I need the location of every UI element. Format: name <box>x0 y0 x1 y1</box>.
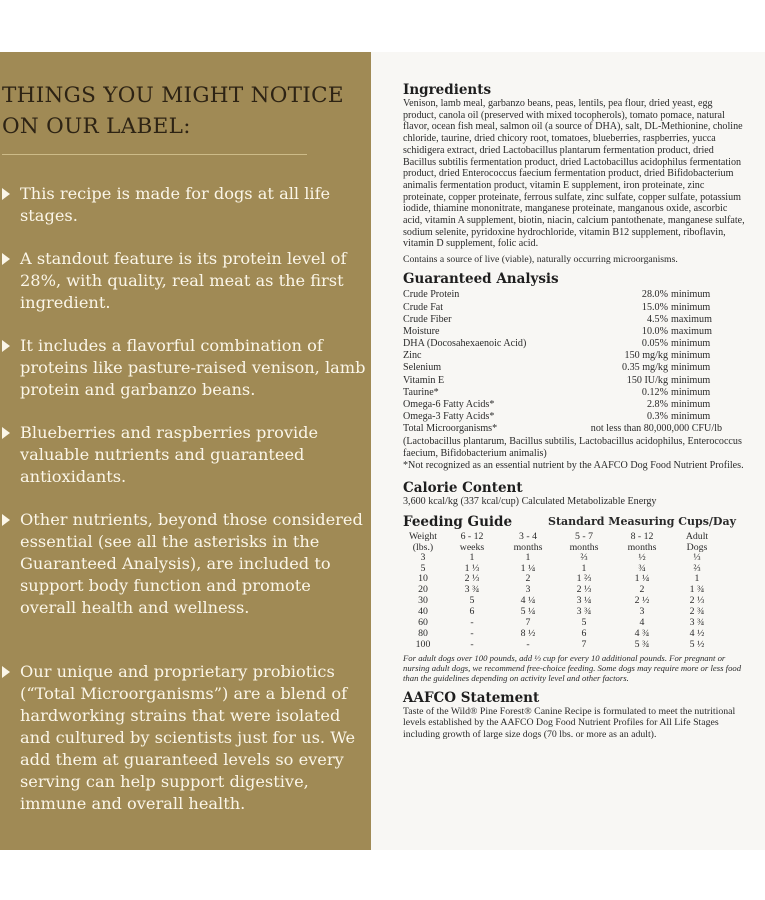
feeding-cell: 3 ¾ <box>464 584 480 596</box>
feeding-cell: 3 ¾ <box>689 617 705 629</box>
feeding-guide-header <box>403 514 748 530</box>
feeding-cell: 5 ¼ <box>520 606 536 618</box>
nutrient-name: Crude Protein <box>403 289 460 301</box>
nutrient-qualifier: minimum <box>671 386 711 398</box>
feeding-cell: Weight <box>408 530 438 542</box>
feeding-cell: 1 ¼ <box>634 573 650 585</box>
left-panel-title: THINGS YOU MIGHT NOTICE ON OUR LABEL: <box>2 83 344 139</box>
feeding-cell: months <box>569 541 599 553</box>
asterisk-footnote: *Not recognized as an essential nutrient by the AAFCO Dog Food Nutrient Profiles. <box>403 459 744 471</box>
feeding-cell: 60 <box>418 617 428 629</box>
nutrient-name: Total Microorganisms* <box>403 423 498 435</box>
nutrition-label <box>403 82 748 740</box>
bullet-item <box>0 335 368 401</box>
feeding-cell: 2 <box>525 573 531 585</box>
feeding-cell: months <box>513 541 543 553</box>
feeding-cell: Adult <box>685 530 709 542</box>
feeding-cell: 20 <box>418 584 428 596</box>
analysis-row <box>403 399 748 411</box>
feeding-cell: 1 ¾ <box>689 584 705 596</box>
ingredients-heading: Ingredients <box>403 82 492 98</box>
calorie-content-text: 3,600 kcal/kg (337 kcal/cup) Calculated Metabolizable Energy <box>403 495 657 507</box>
feeding-cell: weeks <box>459 541 485 553</box>
triangle-bullet-icon <box>2 340 10 352</box>
nutrient-qualifier: minimum <box>671 289 711 301</box>
aafco-statement-heading: AAFCO Statement <box>403 689 540 706</box>
feeding-guide-note: For adult dogs over 100 pounds, add ⅓ cup for every 10 additional pounds. For pregnant or nursing adult dogs, we recommend free-choice feeding. Some dogs may require more or less food than the guidelines depending on activity level and other factors. <box>403 652 742 684</box>
analysis-row-total <box>403 423 748 435</box>
feeding-cell: 4 ½ <box>689 627 705 639</box>
feeding-cell: 100 <box>415 638 431 650</box>
feeding-cell: ¾ <box>638 562 646 574</box>
feeding-cell: ⅔ <box>580 551 588 563</box>
nutrient-value: 4.5% <box>646 313 668 325</box>
feeding-cell: 6 - 12 <box>460 530 484 542</box>
nutrient-qualifier: maximum <box>671 313 712 325</box>
nutrient-qualifier: maximum <box>671 325 712 337</box>
bullet-item <box>0 661 368 815</box>
feeding-cell: 4 ¼ <box>520 595 536 607</box>
feeding-cell: 2 ½ <box>634 595 650 607</box>
feeding-cell: 80 <box>418 627 428 639</box>
ingredients-text: Venison, lamb meal, garbanzo beans, peas, lentils, pea flour, dried yeast, egg product, canola oil (preserved with mixed tocopherols), tomato pomace, natural flavor, ocean fish meal, salmon oil (a source of DHA), salt, DL-Methionine, choline chloride, taurine, dried chicory root, tomatoes, blueberries, raspberries, yucca schidigera extract, dried Lactobacillus plantarum fermentation product, dried Bacillus subtilis fermentation product, dried Lactobacillus acidophilus fermentation product, dried Enterococcus faecium fermentation product, dried Bifidobacterium animalis fermentation product, vitamin E supplement, iron proteinate, zinc proteinate, copper proteinate, ferrous sulfate, zinc sulfate, copper sulfate, potassium iodide, thiamine mononitrate, manganese proteinate, manganous oxide, ascorbic acid, vitamin A supplement, biotin, niacin, calcium pantothenate, manganese sulfate, sodium selenite, pyridoxine hydrochloride, vitamin B12 supplement, riboflavin, vitamin D supplement, folic acid. <box>403 98 745 250</box>
feeding-cell: 3 ¾ <box>576 606 592 618</box>
nutrient-qualifier: minimum <box>671 399 711 411</box>
nutrient-qualifier: minimum <box>671 350 711 362</box>
nutrient-value: 150 mg/kg <box>624 350 668 362</box>
triangle-bullet-icon <box>2 188 10 200</box>
triangle-bullet-icon <box>2 666 10 678</box>
feeding-cell: ⅔ <box>693 562 701 574</box>
nutrient-name: Crude Fiber <box>403 313 452 325</box>
bullet-item <box>0 183 368 227</box>
triangle-bullet-icon <box>2 514 10 526</box>
feeding-cell: ⅓ <box>693 551 701 563</box>
feeding-cell: 3 ¼ <box>576 595 592 607</box>
analysis-row <box>403 326 748 338</box>
bullet-item <box>0 509 368 619</box>
nutrient-value: 0.05% <box>641 338 668 350</box>
feeding-guide-subheading: Standard Measuring Cups/Day <box>548 514 736 528</box>
nutrient-name: Vitamin E <box>403 374 445 386</box>
feeding-row <box>403 618 723 629</box>
feeding-header-row <box>403 542 723 553</box>
feeding-cell: 2 ⅓ <box>689 595 705 607</box>
feeding-cell: 8 - 12 <box>630 530 654 542</box>
nutrient-value: 0.35 mg/kg <box>622 362 668 374</box>
guaranteed-analysis-table <box>403 289 748 435</box>
analysis-row <box>403 338 748 350</box>
feeding-cell: 5 <box>469 595 475 607</box>
feeding-cell: 2 <box>639 584 645 596</box>
analysis-row <box>403 350 748 362</box>
calorie-content-heading: Calorie Content <box>403 479 523 496</box>
bullet-text: A standout feature is its protein level of 28%, with quality, real meat as the first ingredient. <box>20 249 347 312</box>
feeding-cell: 7 <box>581 638 587 650</box>
feeding-cell: 5 <box>420 562 426 574</box>
nutrient-name: Omega-3 Fatty Acids* <box>403 411 495 423</box>
bullet-text: It includes a flavorful combination of proteins like pasture-raised venison, lamb protein and garbanzo beans. <box>20 336 366 399</box>
nutrient-value: 0.12% <box>641 386 668 398</box>
feeding-cell: 3 <box>525 584 531 596</box>
analysis-row <box>403 314 748 326</box>
bullet-item <box>0 422 368 488</box>
feeding-cell: - <box>470 617 474 629</box>
feeding-header-row <box>403 531 723 542</box>
nutrient-name: DHA (Docosahexaenoic Acid) <box>403 338 527 350</box>
feeding-cell: - <box>470 638 474 650</box>
feeding-cell: 5 ¾ <box>634 638 650 650</box>
feeding-cell: 5 - 7 <box>575 530 593 542</box>
microorganisms-note: Contains a source of live (viable), naturally occurring microorganisms. <box>403 254 678 266</box>
feeding-row <box>403 596 723 607</box>
feeding-row <box>403 563 723 574</box>
nutrient-value: 10.0% <box>641 325 668 337</box>
title-divider <box>2 154 307 155</box>
feeding-cell: 7 <box>525 617 531 629</box>
analysis-row <box>403 375 748 387</box>
nutrient-value: 28.0% <box>641 289 668 301</box>
nutrient-name: Omega-6 Fatty Acids* <box>403 399 495 411</box>
analysis-row <box>403 411 748 423</box>
feeding-cell: 4 ¾ <box>634 627 650 639</box>
feeding-row <box>403 607 723 618</box>
nutrient-qualifier: minimum <box>671 338 711 350</box>
feeding-guide-heading: Feeding Guide <box>403 513 513 530</box>
nutrient-value: 15.0% <box>641 301 668 313</box>
feeding-cell: - <box>526 638 530 650</box>
left-info-panel <box>0 52 371 850</box>
triangle-bullet-icon <box>2 253 10 265</box>
nutrient-value: 2.8% <box>646 399 668 411</box>
feeding-cell: 30 <box>418 595 428 607</box>
feeding-guide-table <box>403 531 723 651</box>
nutrient-qualifier: minimum <box>671 374 711 386</box>
guaranteed-analysis-notes <box>403 436 748 472</box>
nutrient-name: Selenium <box>403 362 442 374</box>
analysis-row <box>403 289 748 301</box>
feeding-cell: 2 ¾ <box>689 606 705 618</box>
feeding-cell: ½ <box>638 551 646 563</box>
guaranteed-analysis-heading: Guaranteed Analysis <box>403 271 559 288</box>
bullet-text: Blueberries and raspberries provide valuable nutrients and guaranteed antioxidants. <box>20 423 319 486</box>
feeding-cell: 1 ⅓ <box>464 562 480 574</box>
analysis-row <box>403 387 748 399</box>
analysis-row <box>403 362 748 374</box>
nutrient-qualifier: minimum <box>671 411 711 423</box>
nutrient-name: Moisture <box>403 325 440 337</box>
feeding-cell: 5 ½ <box>689 638 705 650</box>
feeding-cell: 10 <box>418 573 428 585</box>
feeding-cell: 5 <box>581 617 587 629</box>
analysis-row <box>403 302 748 314</box>
feeding-cell: 40 <box>418 606 428 618</box>
feeding-cell: 6 <box>469 606 475 618</box>
feeding-cell: months <box>627 541 657 553</box>
nutrient-value: not less than 80,000,000 CFU/lb <box>590 423 722 435</box>
nutrient-value: 0.3% <box>646 411 668 423</box>
feeding-row <box>403 629 723 640</box>
feeding-cell: Dogs <box>686 541 708 553</box>
feeding-cell: - <box>470 627 474 639</box>
nutrient-name: Crude Fat <box>403 301 444 313</box>
feeding-row <box>403 585 723 596</box>
bullet-text: Our unique and proprietary probiotics (“Total Microorganisms”) are a blend of hardworking strains that were isolated and cultured by scientists just for us. We add them at guaranteed levels so every serving can help support digestive, immune and overall health. <box>20 662 356 813</box>
feeding-cell: 1 ⅔ <box>576 573 592 585</box>
feeding-cell: 1 ¼ <box>520 562 536 574</box>
nutrient-name: Zinc <box>403 350 422 362</box>
feeding-cell: 6 <box>581 627 587 639</box>
feeding-row <box>403 640 723 651</box>
feeding-cell: 1 <box>525 551 531 563</box>
feeding-cell: 2 ⅓ <box>464 573 480 585</box>
feeding-cell: 3 <box>420 551 426 563</box>
feeding-cell: 8 ½ <box>520 627 536 639</box>
feeding-row <box>403 574 723 585</box>
feeding-cell: 3 <box>639 606 645 618</box>
feeding-cell: (lbs.) <box>412 541 434 553</box>
feeding-cell: 1 <box>469 551 475 563</box>
nutrient-qualifier: minimum <box>671 362 711 374</box>
triangle-bullet-icon <box>2 427 10 439</box>
aafco-statement-text: Taste of the Wild® Pine Forest® Canine Recipe is formulated to meet the nutritional levels established by the AAFCO Dog Food Nutrient Profiles for All Life Stages including growth of large size dogs (70 lbs. or more as an adult). <box>403 705 736 740</box>
feeding-row <box>403 553 723 564</box>
feeding-cell: 1 <box>694 573 700 585</box>
nutrient-qualifier: minimum <box>671 301 711 313</box>
strains-list: (Lactobacillus plantarum, Bacillus subtilis, Lactobacillus acidophilus, Enterococcus faecium, Bifidobacterium animalis) <box>403 435 742 459</box>
nutrient-name: Taurine* <box>403 386 439 398</box>
feeding-cell: 1 <box>581 562 587 574</box>
bullet-text: Other nutrients, beyond those considered essential (see all the asterisks in the Guaranteed Analysis), are included to support body function and promote overall health and wellness. <box>20 510 363 617</box>
feeding-cell: 2 ⅓ <box>576 584 592 596</box>
feeding-cell: 3 - 4 <box>519 530 537 542</box>
bullet-item <box>0 248 368 314</box>
bullet-text: This recipe is made for dogs at all life stages. <box>20 184 331 225</box>
feeding-cell: 4 <box>639 617 645 629</box>
nutrient-value: 150 IU/kg <box>626 374 668 386</box>
